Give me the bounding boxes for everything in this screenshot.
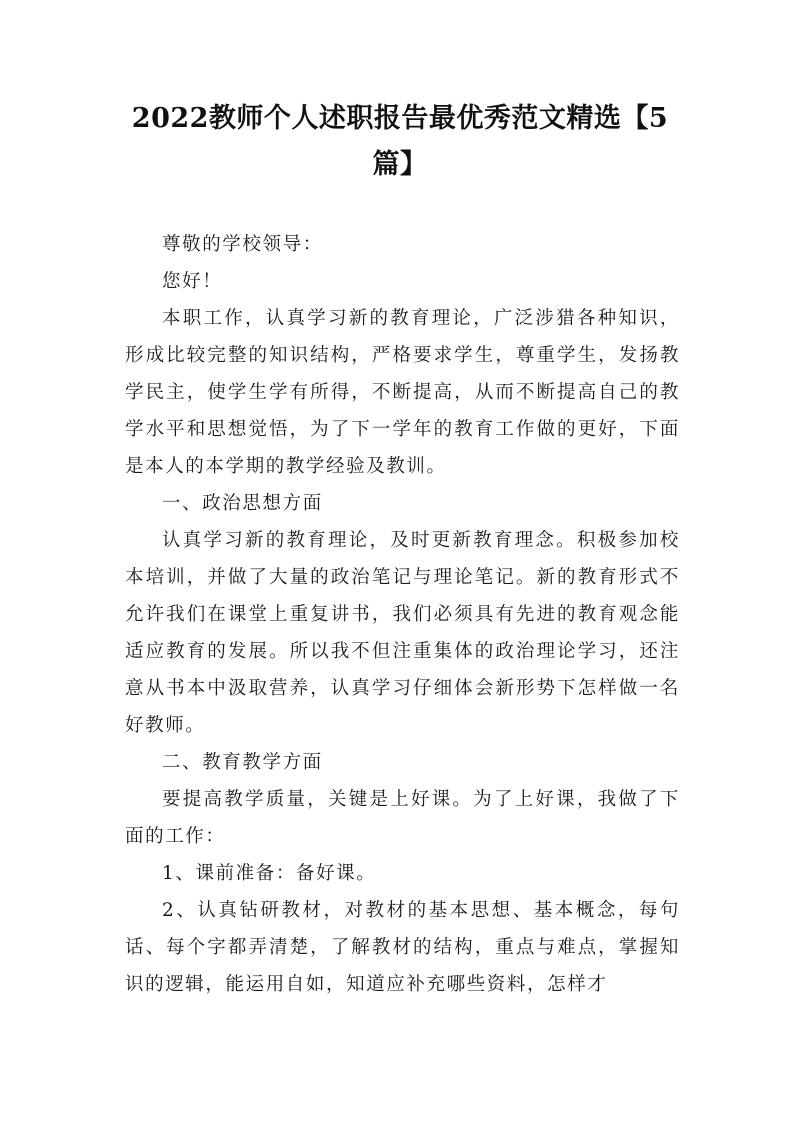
teaching-intro-paragraph: 要提高教学质量，关键是上好课。为了上好课，我做了下面的工作： bbox=[125, 789, 680, 847]
politics-paragraph: 认真学习新的教育理论，及时更新教育理念。积极参加校本培训，并做了大量的政治笔记与理论笔记。新的教育形式不允许我们在课堂上重复讲书，我们必须具有先进的教育观念能适应教育的发展。所以我不但注重集体的政治理论学习，还注意从书本中汲取营养，认真学习仔细体会新形势下怎样做一名好教师。 bbox=[125, 530, 680, 736]
intro-paragraph: 本职工作，认真学习新的教育理论，广泛涉猎各种知识，形成比较完整的知识结构，严格要求学生，尊重学生，发扬教学民主，使学生学有所得，不断提高，从而不断提高自己的教学水平和思想觉悟，为了下一学年的教育工作做的更好，下面是本人的本学期的教学经验及教训。 bbox=[125, 308, 680, 477]
section-heading-teaching: 二、教育教学方面 bbox=[162, 752, 323, 773]
list-item-study-materials: 2、认真钻研教材，对教材的基本思想、基本概念，每句话、每个字都弄清楚，了解教材的结构，重点与难点，掌握知识的逻辑，能运用自如，知道应补充哪些资料，怎样才 bbox=[125, 900, 680, 995]
document-body bbox=[125, 226, 680, 1003]
list-item-lesson-prep: 1、课前准备：备好课。 bbox=[162, 863, 377, 884]
greeting: 您好！ bbox=[162, 271, 223, 292]
document-title: 2022教师个人述职报告最优秀范文精选【5篇】 bbox=[131, 103, 669, 180]
salutation: 尊敬的学校领导： bbox=[162, 234, 323, 255]
section-heading-politics: 一、政治思想方面 bbox=[162, 493, 323, 514]
